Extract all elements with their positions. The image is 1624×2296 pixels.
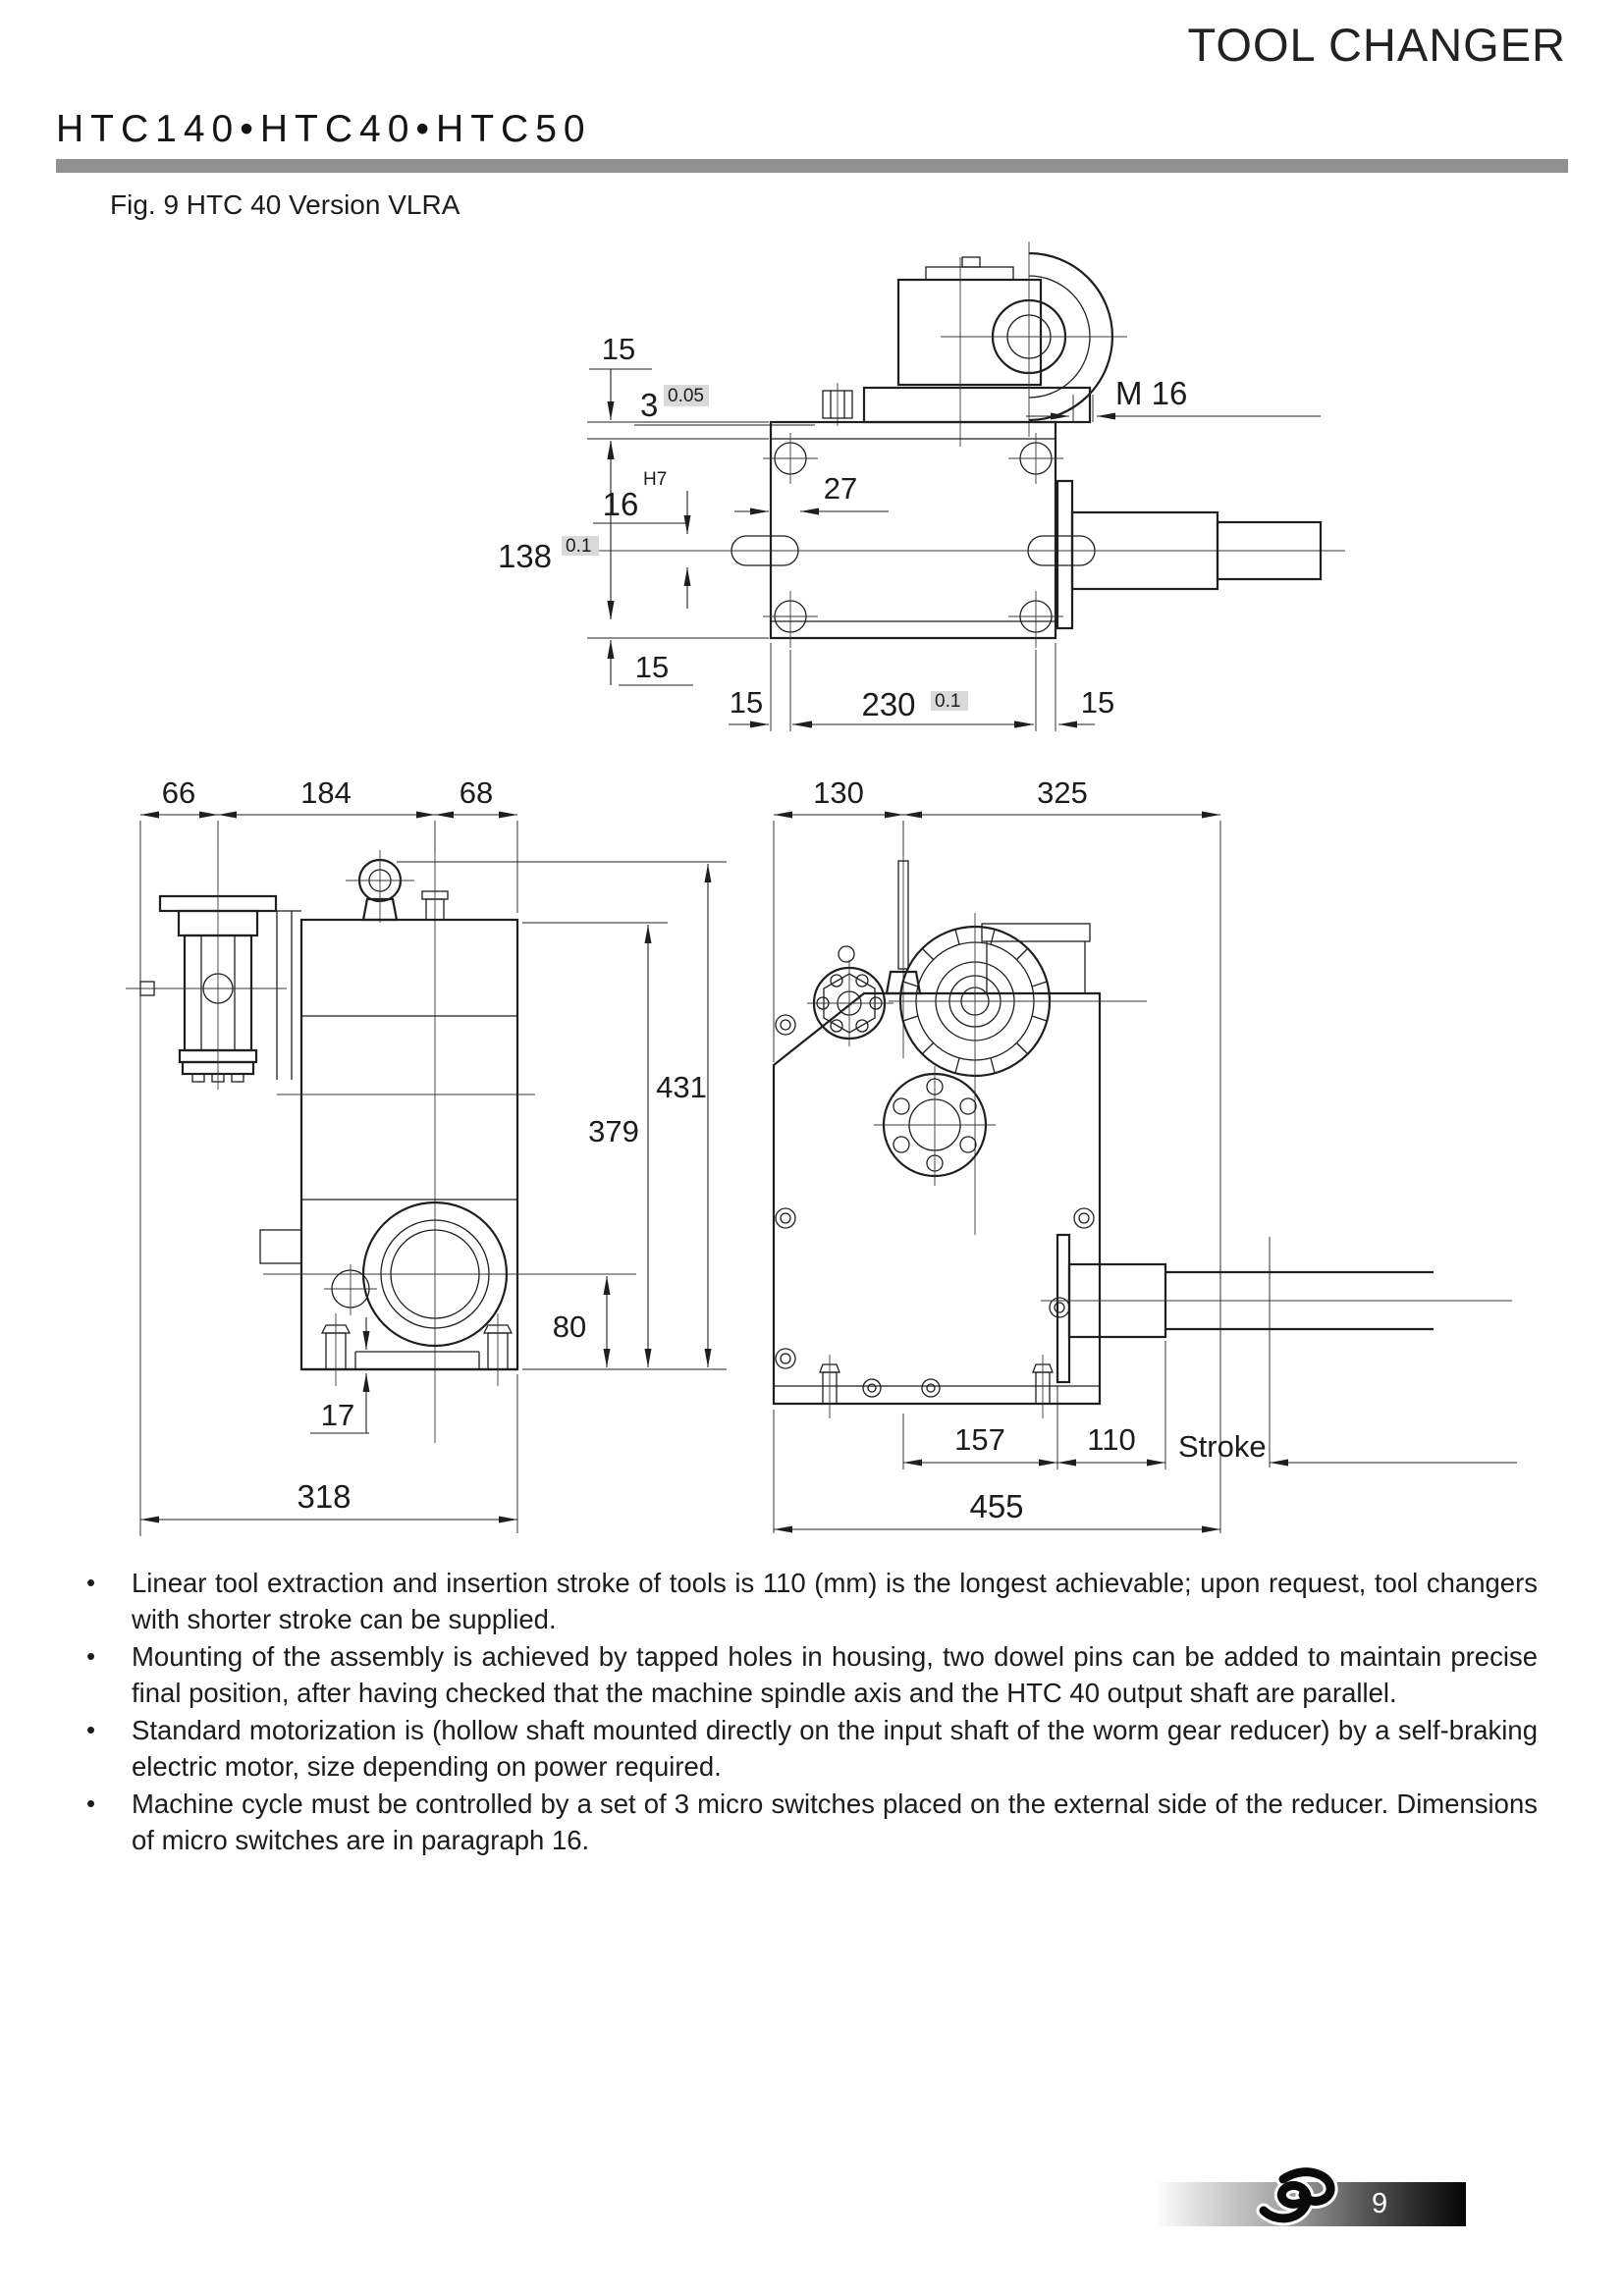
dim-label-15-top: 15 bbox=[601, 332, 636, 366]
dim-label-16: 16 bbox=[602, 486, 639, 522]
note-item-1 bbox=[86, 1565, 1538, 1637]
dim-label-66: 66 bbox=[161, 775, 196, 810]
mounting-holes bbox=[763, 433, 1063, 648]
note-text: Linear tool extraction and insertion stroke of tools is 110 (mm) is the longest achievable; upon request, tool changers with shorter stroke can be supplied. bbox=[132, 1568, 1538, 1634]
dim-label-455: 455 bbox=[969, 1488, 1024, 1524]
note-text: Standard motorization is (hollow shaft mounted directly on the input shaft of the worm gear reducer) by a self-braking electric motor, size depending on power required. bbox=[132, 1715, 1538, 1782]
dim-label-15-br: 15 bbox=[1080, 685, 1115, 720]
dim-label-325: 325 bbox=[1037, 775, 1088, 810]
eyebolt bbox=[346, 850, 414, 923]
dim-tol-01b: 0.1 bbox=[935, 691, 961, 712]
dim-tol-005: 0.05 bbox=[668, 386, 704, 406]
dim-label-157: 157 bbox=[954, 1422, 1005, 1457]
dim-label-318: 318 bbox=[297, 1478, 352, 1515]
note-text: Mounting of the assembly is achieved by tapped holes in housing, two dowel pins can be added to maintain precise final position, after having checked that the machine spindle axis and the HTC 40 output shaft are parallel. bbox=[132, 1641, 1538, 1708]
intermediate-flange bbox=[874, 1066, 996, 1186]
models-heading: HTC140•HTC40•HTC50 bbox=[56, 108, 592, 150]
note-item-4 bbox=[86, 1786, 1538, 1858]
note-item-2 bbox=[86, 1638, 1538, 1711]
dim-label-27: 27 bbox=[823, 471, 858, 506]
dim-label-3: 3 bbox=[640, 387, 659, 423]
dim-label-15-left: 15 bbox=[634, 650, 670, 684]
dim-label-15-bl: 15 bbox=[729, 685, 764, 720]
dim-label-80: 80 bbox=[552, 1309, 587, 1344]
dim-label-110: 110 bbox=[1087, 1422, 1136, 1457]
dim-label-184: 184 bbox=[300, 775, 352, 810]
bullet-icon: • bbox=[86, 1568, 96, 1597]
dim-tol-01a: 0.1 bbox=[566, 536, 592, 557]
dim-label-m16: M 16 bbox=[1115, 375, 1188, 411]
front-view-drawing bbox=[126, 775, 727, 1536]
note-text: Machine cycle must be controlled by a set of 3 micro switches placed on the external side of the reducer. Dimensions of micro switches are in paragraph 16. bbox=[132, 1789, 1538, 1855]
dim-label-379: 379 bbox=[588, 1114, 639, 1148]
dim-label-130: 130 bbox=[813, 775, 864, 810]
bullet-icon: • bbox=[86, 1641, 96, 1671]
dim-fit-h7: H7 bbox=[643, 469, 668, 490]
dim-label-138: 138 bbox=[497, 538, 552, 574]
motor-front-view bbox=[126, 846, 287, 1090]
footer-bar bbox=[1154, 2182, 1466, 2226]
top-view-drawing bbox=[498, 241, 1345, 731]
page-title: TOOL CHANGER bbox=[1187, 19, 1566, 71]
bullet-icon: • bbox=[86, 1789, 96, 1818]
bullet-icon: • bbox=[86, 1715, 96, 1744]
output-shaft-top-view bbox=[1057, 481, 1321, 628]
page-number: 9 bbox=[1372, 2188, 1388, 2219]
logo-knot-icon bbox=[1250, 2165, 1352, 2228]
input-flange-hex bbox=[807, 960, 893, 1046]
dim-label-17: 17 bbox=[320, 1398, 355, 1432]
figure-caption: Fig. 9 HTC 40 Version VLRA bbox=[110, 189, 460, 220]
notes-list bbox=[86, 1565, 1538, 1859]
dim-label-stroke: Stroke bbox=[1178, 1429, 1267, 1464]
dim-label-431: 431 bbox=[656, 1070, 707, 1104]
note-item-3 bbox=[86, 1712, 1538, 1785]
dim-label-68: 68 bbox=[459, 775, 494, 810]
motor-top-view bbox=[823, 241, 1127, 447]
dim-label-230: 230 bbox=[861, 686, 916, 722]
side-view-drawing bbox=[774, 775, 1517, 1533]
